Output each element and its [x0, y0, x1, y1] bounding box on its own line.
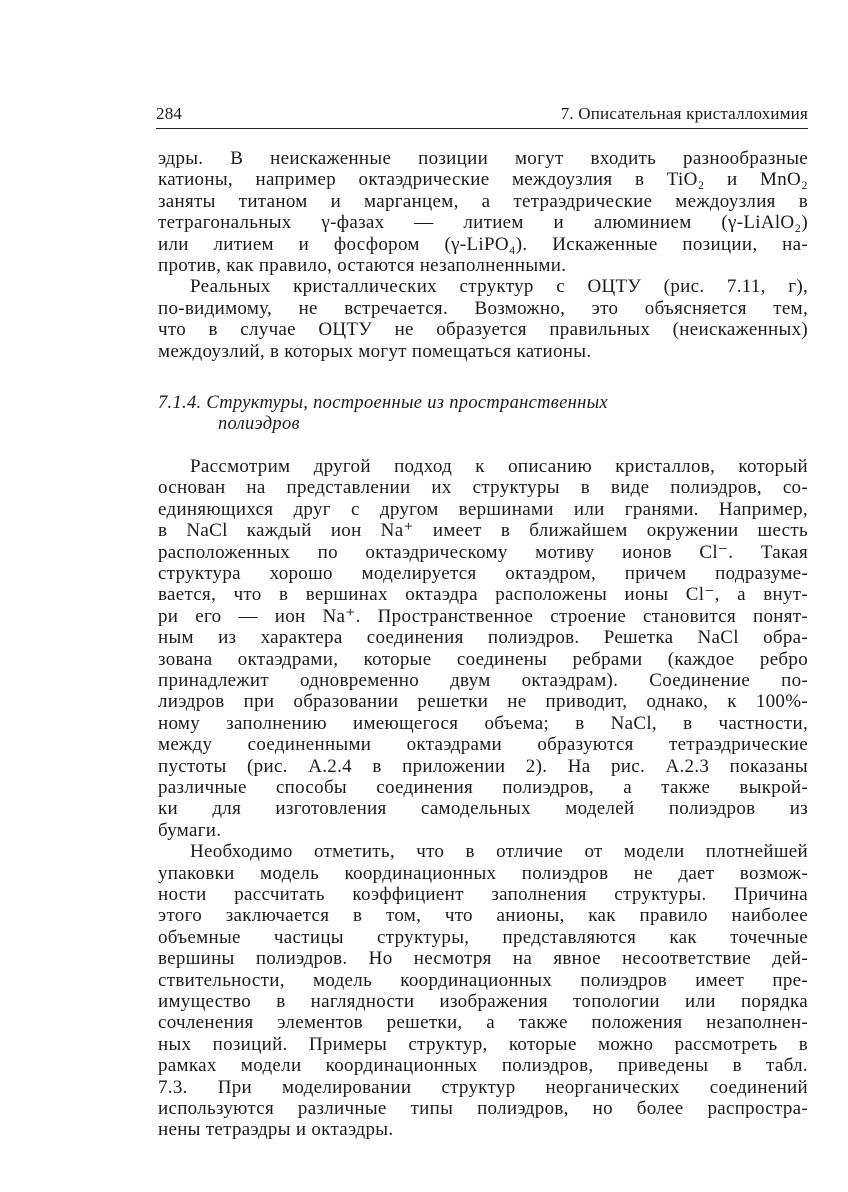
text-line: расположенных по октаэдрическому мотиву ионов Cl⁻. Такая — [158, 541, 808, 563]
text-line: структура хорошо моделируется октаэдром, причем подразуме- — [158, 562, 808, 584]
text-line: тетрагональных γ-фазах — литием и алюминием (γ-LiAlO₂) — [158, 212, 808, 234]
text-line: лиэдров при образовании решетки не приводит, однако, к 100%- — [158, 691, 808, 713]
text-line: что в случае ОЦТУ не образуется правильных (неискаженных) — [158, 319, 808, 341]
paragraph-3 — [158, 456, 808, 841]
text-line: принадлежит одновременно двум октаэдрам). Соединение по- — [158, 669, 808, 691]
body-text — [158, 148, 808, 1141]
text-line: ности рассчитать коэффициент заполнения структуры. Причина — [158, 884, 808, 905]
text-line: между соединенными октаэдрами образуются тетраэдрические — [158, 734, 808, 756]
running-header — [156, 104, 808, 124]
section-heading-line-2: полиэдров — [218, 414, 300, 435]
text-line: ри его — ион Na⁺. Пространственное строение становится понят- — [158, 605, 808, 627]
text-line: рамках модели координационных полиэдров, приведены в табл. — [158, 1055, 808, 1077]
text-line: бумаги. — [158, 819, 222, 841]
text-line: ствительности, модель координационных полиэдров имеет пре- — [158, 969, 808, 991]
text-line: заняты титаном и марганцем, а тетраэдрические междоузлия в — [158, 190, 808, 212]
text-line: катионы, например октаэдрические междоузлия в TiO₂ и MnO₂ — [158, 169, 808, 191]
text-line: Реальных кристаллических структур с ОЦТУ (рис. 7.11, г), — [190, 276, 808, 298]
text-line: основан на представлении их структуры в виде полиэдров, со- — [158, 477, 808, 499]
text-line: или литием и фосфором (γ-LiPO₄). Искаженные позиции, на- — [158, 233, 808, 255]
text-line: против, как правило, остаются незаполненными. — [158, 255, 567, 277]
text-line: сочленения элементов решетки, а также положения незаполнен- — [158, 1012, 808, 1034]
text-line: вается, что в вершинах октаэдра расположены ионы Cl⁻, а внут- — [158, 584, 808, 606]
text-line: в NaCl каждый ион Na⁺ имеет в ближайшем окружении шесть — [158, 520, 808, 542]
header-rule — [156, 128, 808, 129]
text-line: различные способы соединения полиэдров, а также выкрой- — [158, 776, 808, 798]
text-line: Необходимо отметить, что в отличие от модели плотнейшей — [190, 841, 808, 863]
paragraph-2 — [158, 276, 808, 362]
text-line: нены тетраэдры и октаэдры. — [158, 1119, 394, 1141]
chapter-title: 7. Описательная кристаллохимия — [560, 104, 808, 123]
text-line: зована октаэдрами, которые соединены ребрами (каждое ребро — [158, 648, 808, 670]
text-line: междоузлий, в которых могут помещаться катионы. — [158, 340, 592, 362]
text-line: Рассмотрим другой подход к описанию кристаллов, который — [190, 455, 808, 477]
text-line: пустоты (рис. A.2.4 в приложении 2). На рис. A.2.3 показаны — [158, 755, 808, 777]
page-number: 284 — [156, 104, 183, 123]
text-line: используются различные типы полиэдров, но более распростра- — [158, 1098, 808, 1120]
text-line: ным из характера соединения полиэдров. Решетка NaCl обра- — [158, 627, 808, 649]
text-line: ному заполнению имеющегося объема; в NaCl, в частности, — [158, 712, 808, 734]
text-line: этого заключается в том, что анионы, как правило наиболее — [158, 905, 808, 927]
paragraph-1 — [158, 148, 808, 276]
section-heading-line-1: 7.1.4. Структуры, построенные из пространственных — [158, 393, 608, 414]
text-line: объемные частицы структуры, представляются как точечные — [158, 926, 808, 948]
text-line: ки для изготовления самодельных моделей полиэдров из — [158, 798, 808, 820]
paragraph-4 — [158, 841, 808, 1141]
text-line: по-видимому, не встречается. Возможно, это объясняется тем, — [158, 297, 808, 319]
text-line: единяющихся друг с другом вершинами или гранями. Например, — [158, 498, 808, 520]
text-line: упаковки модель координационных полиэдров не дает возмож- — [158, 862, 808, 884]
text-line: эдры. В неискаженные позиции могут входить разнообразные — [158, 148, 808, 169]
text-line: вершины полиэдров. Но несмотря на явное несоответствие дей- — [158, 948, 808, 970]
section-heading — [158, 393, 808, 436]
text-line: имущество в наглядности изображения топологии или порядка — [158, 991, 808, 1013]
text-line: 7.3. При моделировании структур неорганических соединений — [158, 1076, 808, 1098]
text-line: ных позиций. Примеры структур, которые можно рассмотреть в — [158, 1033, 808, 1055]
